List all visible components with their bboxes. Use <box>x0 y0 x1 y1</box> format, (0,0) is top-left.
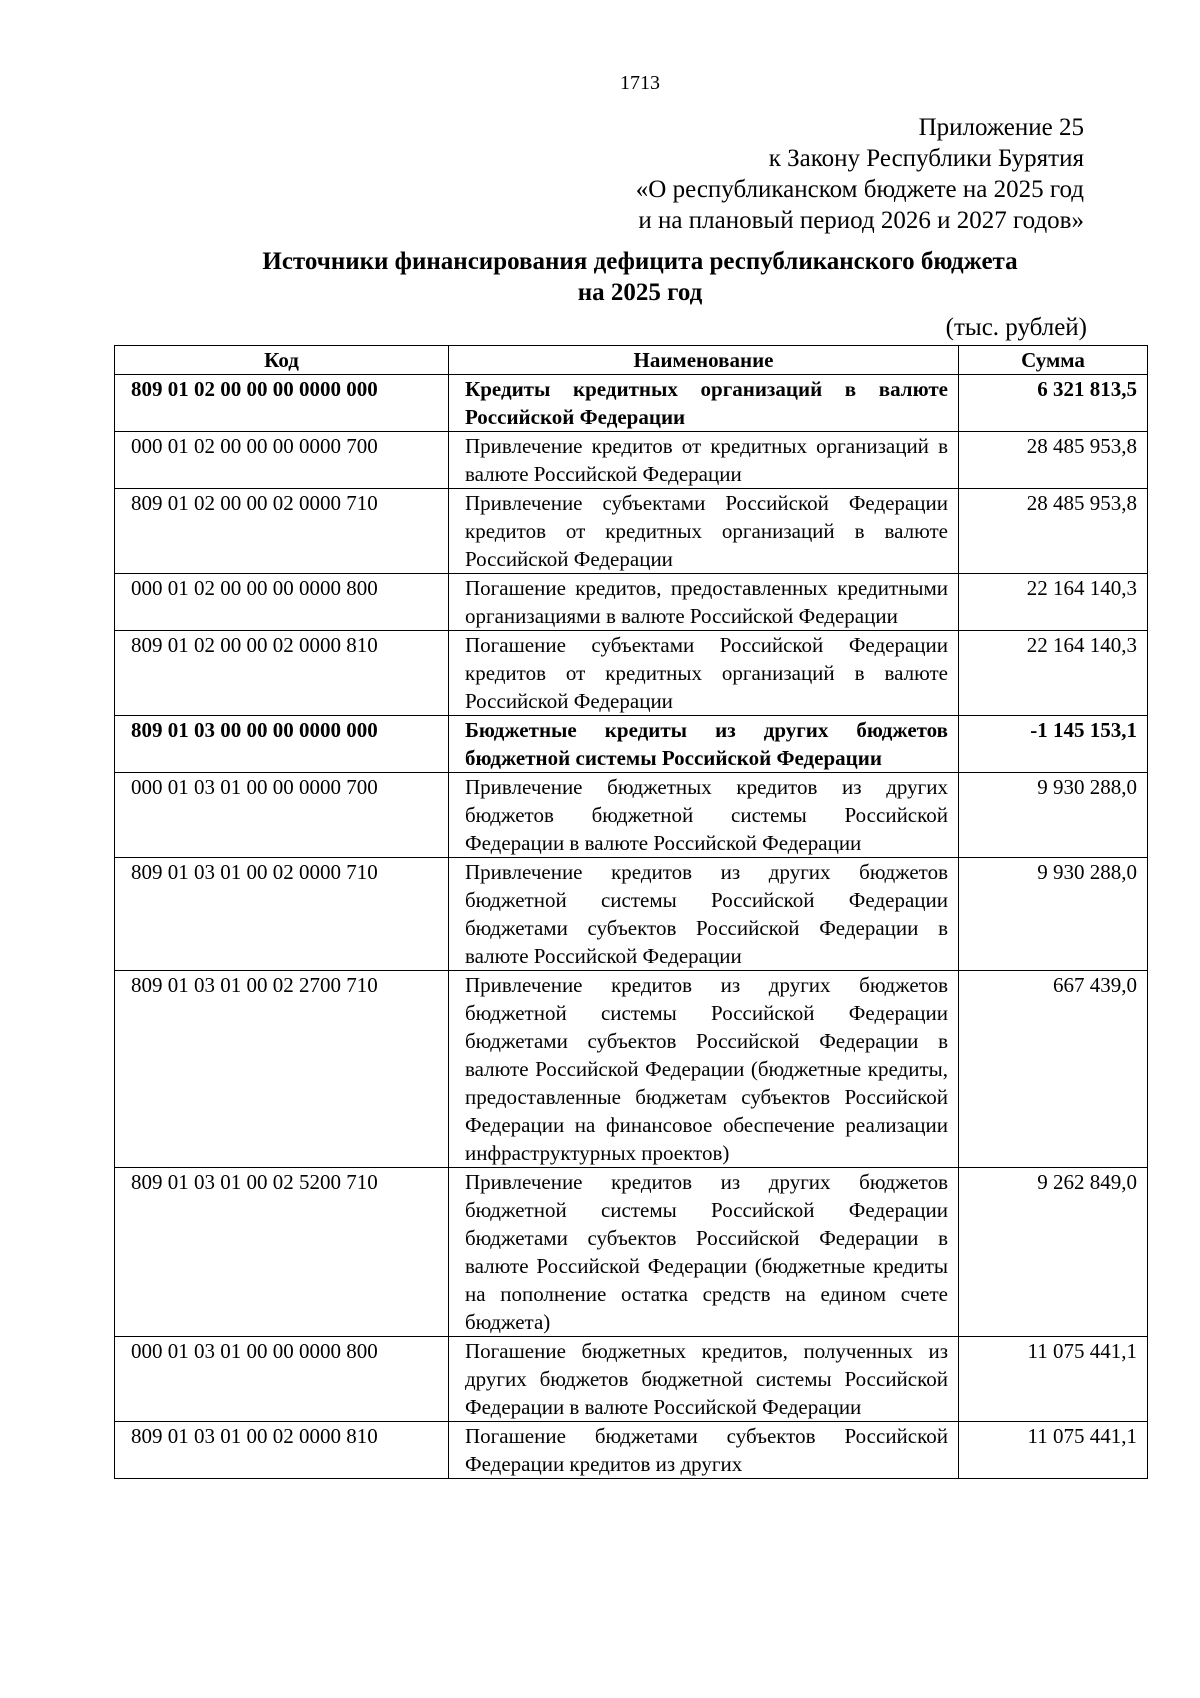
row-name: Погашение кредитов, предоставленных кредитными организациями в валюте Российской Федерации <box>449 574 959 631</box>
table-row <box>115 574 1148 631</box>
financing-sources-table <box>114 345 1148 1479</box>
row-amount: 11 075 441,1 <box>959 1337 1148 1422</box>
table-row <box>115 432 1148 489</box>
row-code: 000 01 03 01 00 00 0000 800 <box>115 1337 449 1422</box>
row-code: 809 01 03 01 00 02 5200 710 <box>115 1168 449 1337</box>
row-code: 809 01 03 00 00 00 0000 000 <box>115 716 449 773</box>
row-amount: 22 164 140,3 <box>959 631 1148 716</box>
document-title-line: Источники финансирования дефицита республиканского бюджета <box>262 248 1018 275</box>
row-amount: -1 145 153,1 <box>959 716 1148 773</box>
header-code: Код <box>115 346 449 375</box>
table-row <box>115 716 1148 773</box>
row-code: 000 01 02 00 00 00 0000 800 <box>115 574 449 631</box>
row-amount: 22 164 140,3 <box>959 574 1148 631</box>
row-code: 809 01 03 01 00 02 2700 710 <box>115 971 449 1168</box>
row-code: 809 01 03 01 00 02 0000 810 <box>115 1422 449 1479</box>
row-name: Погашение бюджетных кредитов, полученных из других бюджетов бюджетной системы Российской Федерации в валюте Российской Федерации <box>449 1337 959 1422</box>
page-number: 1713 <box>620 72 660 94</box>
document-title <box>100 246 1180 308</box>
row-code: 809 01 02 00 00 00 0000 000 <box>115 375 449 432</box>
row-name: Привлечение кредитов из других бюджетов бюджетной системы Российской Федерации бюджетами субъектов Российской Федерации в валюте Российской Федерации <box>449 858 959 971</box>
row-name: Привлечение кредитов от кредитных организаций в валюте Российской Федерации <box>449 432 959 489</box>
table-row <box>115 1168 1148 1337</box>
row-amount: 667 439,0 <box>959 971 1148 1168</box>
annex-line: «О республиканском бюджете на 2025 год <box>635 176 1084 203</box>
row-amount: 9 930 288,0 <box>959 773 1148 858</box>
row-amount: 28 485 953,8 <box>959 489 1148 574</box>
row-name: Погашение бюджетами субъектов Российской Федерации кредитов из других <box>449 1422 959 1479</box>
row-name: Бюджетные кредиты из других бюджетов бюджетной системы Российской Федерации <box>449 716 959 773</box>
table-row <box>115 1422 1148 1479</box>
table-row <box>115 971 1148 1168</box>
row-name: Привлечение субъектами Российской Федерации кредитов от кредитных организаций в валюте Российской Федерации <box>449 489 959 574</box>
row-code: 809 01 02 00 00 02 0000 710 <box>115 489 449 574</box>
row-code: 809 01 03 01 00 02 0000 710 <box>115 858 449 971</box>
row-name: Привлечение кредитов из других бюджетов бюджетной системы Российской Федерации бюджетами субъектов Российской Федерации в валюте Российской Федерации (бюджетные кредиты, предоставленные бюджетам субъектов Российской Федерации на финансовое обеспечение реализации инфраструктурных проектов) <box>449 971 959 1168</box>
table-header-row <box>115 346 1148 375</box>
annex-heading <box>636 112 1084 236</box>
row-name: Привлечение бюджетных кредитов из других бюджетов бюджетной системы Российской Федерации в валюте Российской Федерации <box>449 773 959 858</box>
row-amount: 28 485 953,8 <box>959 432 1148 489</box>
row-amount: 6 321 813,5 <box>959 375 1148 432</box>
annex-line: к Закону Республики Бурятия <box>768 145 1084 172</box>
annex-line: и на плановый период 2026 и 2027 годов» <box>638 207 1084 234</box>
row-name: Кредиты кредитных организаций в валюте Российской Федерации <box>449 375 959 432</box>
row-code: 809 01 02 00 00 02 0000 810 <box>115 631 449 716</box>
annex-line: Приложение 25 <box>918 114 1084 141</box>
header-name: Наименование <box>449 346 959 375</box>
table-row <box>115 489 1148 574</box>
header-amount: Сумма <box>959 346 1148 375</box>
table-row <box>115 773 1148 858</box>
row-amount: 9 262 849,0 <box>959 1168 1148 1337</box>
table-row <box>115 858 1148 971</box>
table-row <box>115 375 1148 432</box>
document-title-line: на 2025 год <box>577 279 703 306</box>
units-note: (тыс. рублей) <box>945 314 1087 341</box>
table-row <box>115 631 1148 716</box>
row-code: 000 01 03 01 00 00 0000 700 <box>115 773 449 858</box>
row-name: Привлечение кредитов из других бюджетов бюджетной системы Российской Федерации бюджетами субъектов Российской Федерации в валюте Российской Федерации (бюджетные кредиты на пополнение остатка средств на едином счете бюджета) <box>449 1168 959 1337</box>
row-amount: 11 075 441,1 <box>959 1422 1148 1479</box>
table-row <box>115 1337 1148 1422</box>
table-body <box>115 375 1148 1479</box>
row-name: Погашение субъектами Российской Федерации кредитов от кредитных организаций в валюте Российской Федерации <box>449 631 959 716</box>
row-amount: 9 930 288,0 <box>959 858 1148 971</box>
row-code: 000 01 02 00 00 00 0000 700 <box>115 432 449 489</box>
